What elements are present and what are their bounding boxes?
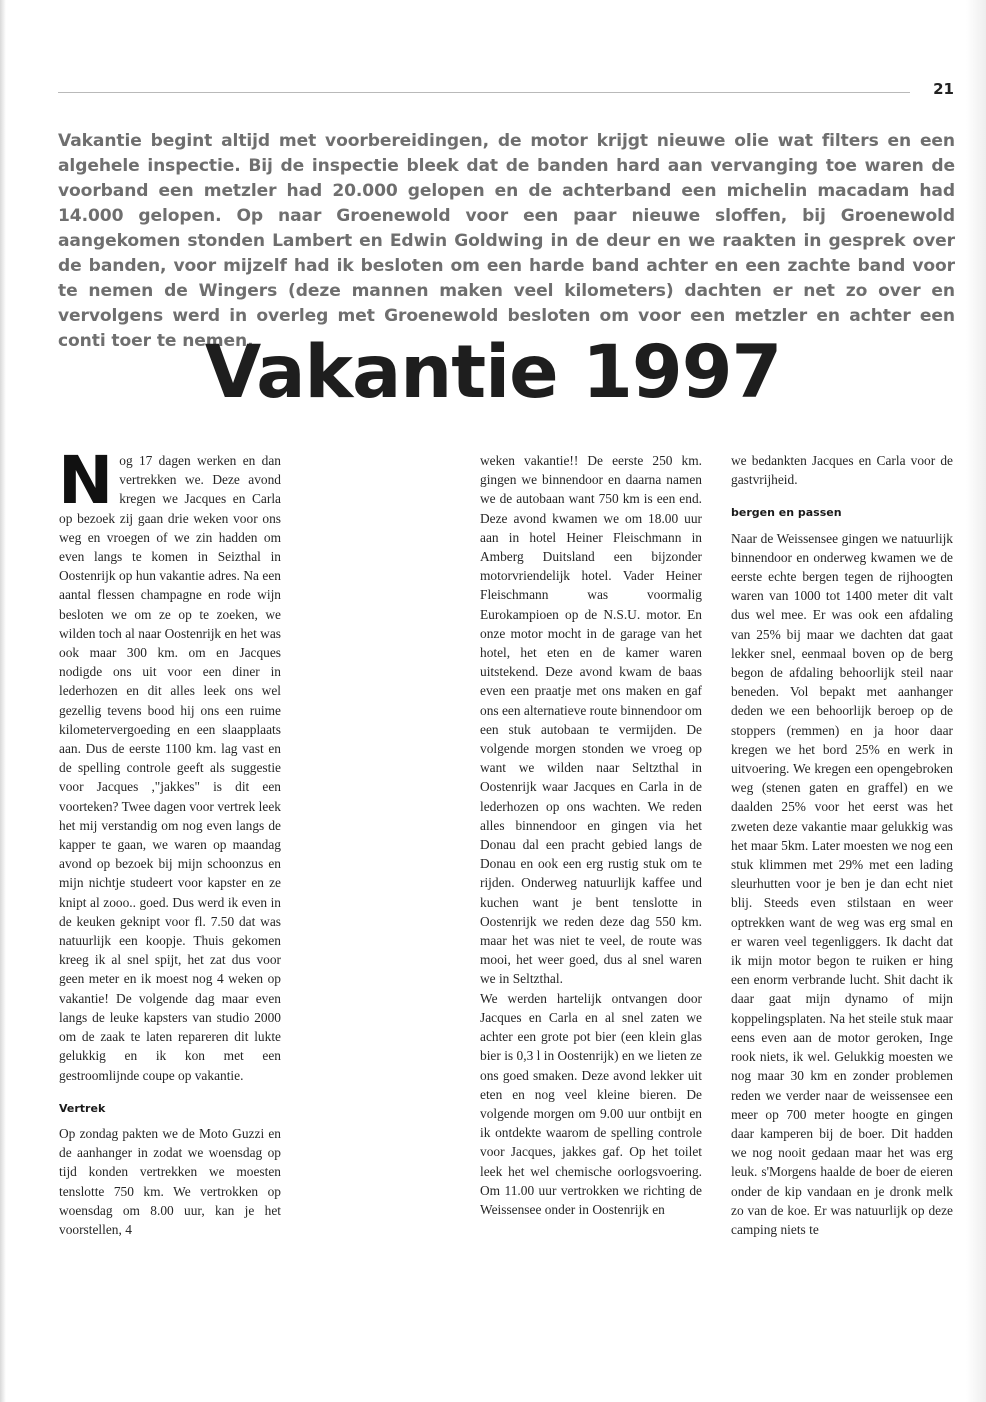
text-column-2: [480, 451, 702, 1219]
text-column-1: [58, 442, 281, 1239]
page-edge-shadow: [0, 0, 6, 1402]
column-3-paragraph-1: we bedankten Jacques en Carla voor de gastvrijheid.: [731, 453, 953, 488]
page-edge-shadow-right: [966, 0, 986, 1402]
column-3-paragraph-2: Naar de Weissensee gingen we natuurlijk binnendoor en onderweg kwamen we de eerste echte bergen tegen de rijhoogten waren van 1000 tot 1400 meter dit valt dus wel mee. Er was ook een afdaling van 25% bij maar we dachten dat gaat lekker snel, eenmaal boven op de berg begon de afdaling behoorlijk steil naar beneden. Vol bepakt met aanhanger deden we een behoorlijk beroep op de stoppers (remmen) en ja hoor daar kregen we het bord 25% en werk in uitvoering. We kregen een opengebroken weg (stenen gaten en graffel) en we daalden 25% voor het eerst was het zweten deze vakantie maar gelukkig was het maar 5km. Later moesten we nog een stuk klimmen met 29% met een lading sleurhutten voor je ben je dan echt niet blij. Steeds even stilstaan en weer optrekken want de weg was erg smal en er waren veel tegenliggers. Ik dacht dat ik mijn motor begon te ruiken er hing een enorm verbrande lucht. Shit dacht ik daar gaat mijn dynamo of mijn koppelingsplaten. Na het steile stuk maar eens even aan de motor geroken, Inge rook niets, ik wel. Gelukkig moesten we nog maar 30 km en zonder problemen reden we verder naar de weissensee een meer op 700 meter hoogte en gingen daar kamperen bij de boer. Dit hadden we nog nooit gedaan maar het was erg leuk. s'Morgens haalde de boer de eieren onder de kip vandaan en je dronk melk zo van de koe. Er was natuurlijk op deze camping niets te: [731, 530, 953, 1237]
column-2-paragraph-1: weken vakantie!! De eerste 250 km. gingen we binnendoor en daarna namen we de autobaan want 750 km is een end. Deze avond kwamen we om 18.00 uur aan in hotel Heiner Fleischmann in Amberg Duitsland een bijzonder motorvriendelijk hotel. Vader Heiner Fleischmann was voormalig Eurokampioen op de N.S.U. motor. En onze motor mocht in de garage van het hotel, het eten en de kamer waren uitstekend. Deze avond kwam de baas even een praatje met ons maken en gaf ons een alternatieve route binnendoor om een stuk autobaan te vermijden. De volgende morgen stonden we vroeg op want we wilden naar Seltzthal in Oostenrijk waar Jacques en Carla in de lederhozen op ons wachten. We reden alles binnendoor en gingen via het Donau dal een pracht gebied langs de Donau en ook een erg rustig stuk om te rijden. Onderweg natuurlijk kaffee und kuchen want je bent tenslotte in Oostenrijk we reden deze dag 550 km. maar het was niet te veel, de route was mooi, het weer goed, dus al snel waren we in Seltzthal.: [480, 453, 702, 987]
intro-paragraph: Vakantie begint altijd met voorbereidingen, de motor krijgt nieuwe olie wat filters en een algehele inspectie. Bij de inspectie bleek dat de banden hard aan vervanging toe waren de voorband een metzler had 20.000 gelopen en de achterband een michelin macadam had 14.000 gelopen. Op naar Groenewold voor een paar nieuwe sloffen, bij Groenewold aangekomen stonden Lambert en Edwin Goldwing in de deur en we raakten in gesprek over de banden, voor mijzelf had ik besloten om een harde band achter en een zachte band voor te nemen de Wingers (deze mannen maken veel kilometers) dachten er net zo over en vervolgens werd in overleg met Groenewold besloten om voor een metzler en achter een conti toer te nemen.: [58, 131, 955, 351]
header-rule: [58, 92, 910, 93]
column-1-paragraph-2: Op zondag pakten we de Moto Guzzi en de aanhanger in zodat we woensdag op tijd konden vertrekken we moesten tenslotte 750 km. We vertrokken op woensdag om 8.00 uur, kan je het voorstellen, 4: [59, 1125, 281, 1237]
text-column-3: [731, 451, 953, 1239]
column-1-paragraph-1: og 17 dagen werken en dan vertrekken we. Deze avond kregen we Jacques en Carla op bezoek zij gaan drie weken voor ons weg en vroegen of we zin hadden om even langs te komen in Seizthal in Oostenrijk op hun vakantie adres. Na een aantal flessen champagne en rode wijn besloten we om ze op te zoeken, we wilden toch al naar Oostenrijk en het was ook maar 300 km. om en Jacques nodigde ons uit voor een diner in lederhozen en dit alles leek ons wel gezellig tevens bood hij ons een ruime kilometervergoeding en een slaapplaats aan. Dus de eerste 1100 km. lag vast en de spelling controle geeft als suggestie voor Jacques ,"jakkes" is dit een voorteken? Twee dagen voor vertrek leek het mij verstandig om nog even langs de kapper te gaan, we waren op maandag avond op bezoek bij mijn schoonzus en mijn nichtje studeert voor kapster en ze knipt al zooo.. goed. Dus werd ik even in de keuken geknipt voor fl. 7.50 dat was natuurlijk een koopje. Thuis gekomen kreeg ik al snel spijt, het zat dus voor geen meter en ik moest nog 4 weken op vakantie! De volgende dag maar even langs de leuke kapsters van studio 2000 om de zaak te laten repareren dit lukte gelukkig en ik kon met een gestroomlijnde coupe op vakantie.: [59, 453, 281, 1083]
page-number: 21: [933, 80, 954, 98]
article-title: Vakantie 1997: [204, 330, 782, 415]
drop-cap: N: [58, 442, 114, 519]
column-2-paragraph-2: We werden hartelijk ontvangen door Jacques en Carla en al snel zaten we achter een grote pot bier (een klein glas bier is 0,3 l in Oostenrijk) en we lieten ze ons goed smaken. Deze avond lekker uit eten en nog veel kleine bieren. De volgende morgen om 9.00 uur ontbijt en ik ontdekte waarom de spelling controle voor Jacques, jakkes gaf. Op het toilet leek het wel chemische oorlogsvoering. Om 11.00 uur vertrokken we richting de Weissensee onder in Oostenrijk en: [480, 990, 702, 1217]
subheading-vertrek: Vertrek: [59, 1101, 106, 1115]
subheading-bergen-en-passen: bergen en passen: [731, 506, 842, 520]
column-1-first-paragraph: [58, 442, 281, 1085]
